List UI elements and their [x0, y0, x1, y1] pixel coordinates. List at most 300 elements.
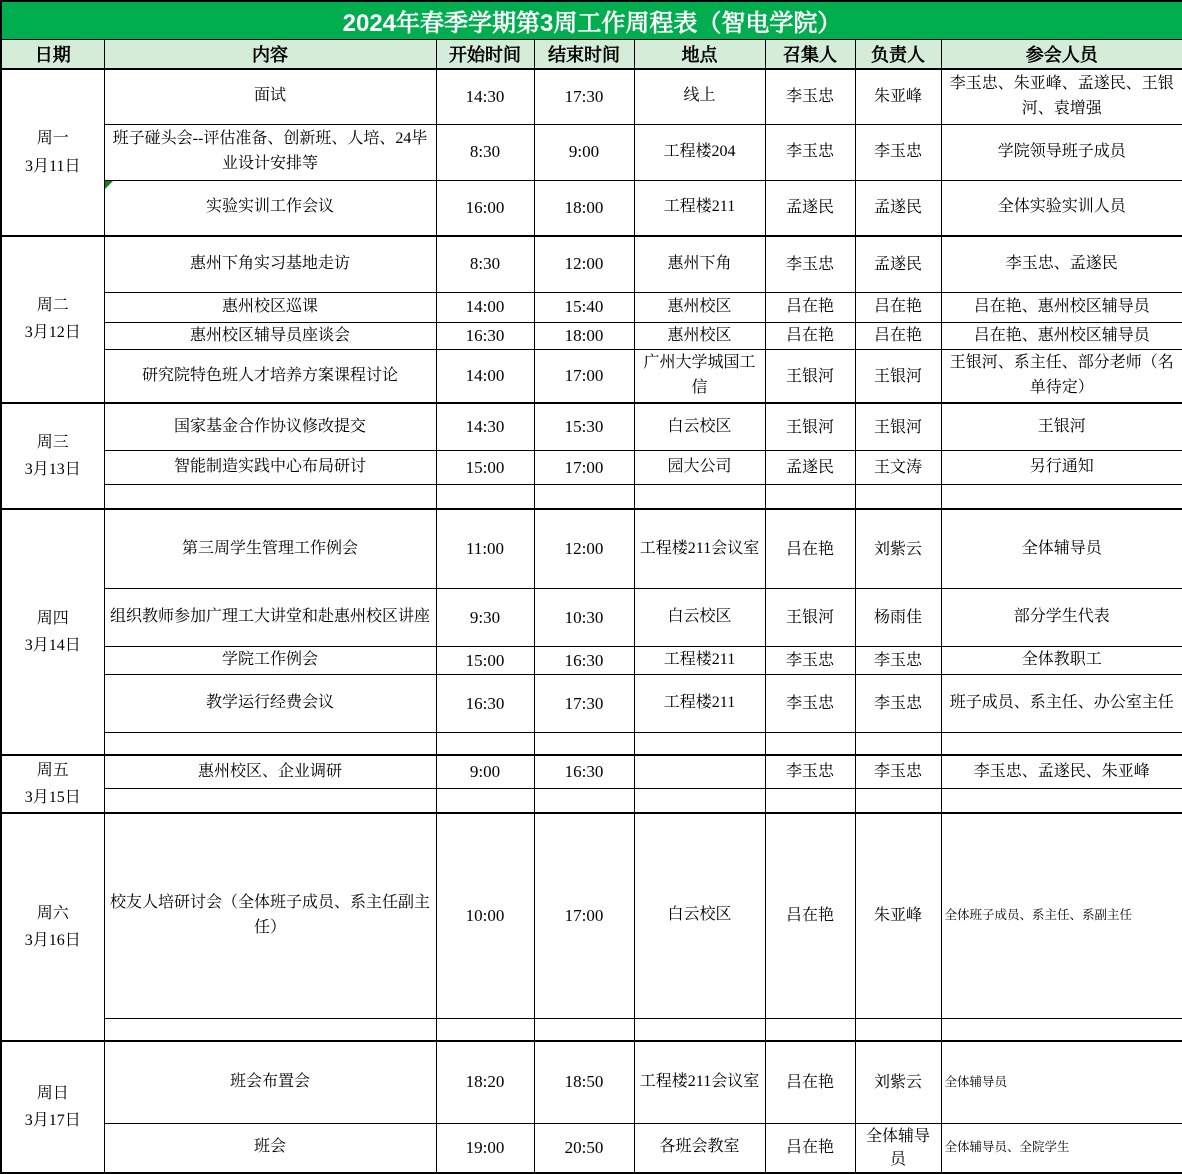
cell-start-time: [436, 292, 534, 322]
schedule-row: [1, 733, 1182, 755]
column-header-5: 召集人: [765, 40, 855, 70]
cell-convener-text: 李玉忠: [785, 88, 834, 106]
cell-lead: [855, 292, 941, 322]
cell-lead: [855, 322, 941, 350]
cell-participants-text: 部分学生代表: [1013, 608, 1110, 626]
cell-participants-text: 李玉忠、朱亚峰、孟遂民、王银河、袁增强: [949, 74, 1174, 117]
cell-location: [634, 589, 765, 647]
column-header-7: 参会人员: [941, 40, 1182, 70]
cell-lead-text: 李玉忠: [873, 143, 922, 161]
cell-location: [634, 350, 765, 403]
cell-convener: [765, 403, 855, 451]
cell-start-time-text: 9:30: [469, 607, 501, 627]
cell-location-text: 线上: [683, 87, 716, 105]
cell-participants-text: 全体辅导员、全院学生: [944, 1140, 1070, 1155]
cell-start-time-text: 14:00: [465, 297, 505, 316]
cell-location: [634, 789, 765, 813]
cell-day: [1, 755, 104, 813]
cell-participants: [941, 124, 1182, 180]
cell-end-time: [534, 451, 634, 485]
cell-content: [104, 350, 436, 403]
schedule-row: [1, 350, 1182, 403]
cell-end-time: [534, 813, 634, 1018]
cell-end-time: [534, 755, 634, 789]
cell-start-time: [436, 236, 534, 292]
cell-location-text: 惠州校区: [667, 326, 732, 344]
cell-convener: [765, 292, 855, 322]
cell-start-time-text: 16:00: [465, 197, 505, 217]
cell-end-time-text: 18:00: [564, 197, 604, 217]
cell-start-time: [436, 180, 534, 236]
cell-convener: [765, 124, 855, 180]
cell-end-time: [534, 589, 634, 647]
cell-convener-text: 吕在艳: [785, 907, 834, 925]
cell-start-time: [436, 322, 534, 350]
cell-end-time: [534, 509, 634, 589]
cell-location: [634, 180, 765, 236]
cell-content-text: 惠州下角实习基地走访: [189, 254, 350, 272]
cell-participants-text: 王银河: [1037, 417, 1086, 435]
cell-location: [634, 69, 765, 124]
cell-location-text: 广州大学城国工信: [643, 354, 756, 397]
cell-convener: [765, 322, 855, 350]
schedule-row: [1, 180, 1182, 236]
cell-location-text: 园大公司: [667, 458, 732, 476]
cell-lead-text: 杨雨佳: [873, 609, 922, 627]
cell-participants-text: 全体辅导员: [1021, 539, 1102, 557]
cell-content: [104, 675, 436, 733]
cell-location: [634, 675, 765, 733]
comment-marker-icon: [105, 181, 113, 189]
column-header-0: 日期: [1, 40, 104, 70]
cell-location-text: 白云校区: [667, 417, 732, 435]
cell-convener-text: 孟遂民: [785, 199, 834, 217]
cell-convener: [765, 755, 855, 789]
cell-location: [634, 509, 765, 589]
cell-end-time: [534, 647, 634, 675]
cell-content-text: 校友人培研讨会（全体班子成员、系主任副主任）: [109, 894, 430, 936]
cell-end-time: [534, 485, 634, 509]
column-header-3: 结束时间: [534, 40, 634, 70]
cell-participants: [941, 403, 1182, 451]
cell-day: [1, 236, 104, 403]
cell-participants-text: 另行通知: [1029, 458, 1094, 476]
cell-start-time: [436, 733, 534, 755]
cell-participants: [941, 69, 1182, 124]
cell-lead-text: 朱亚峰: [873, 907, 922, 925]
cell-convener-text: 王银河: [785, 609, 834, 627]
cell-content-text: 组织教师参加广理工大讲堂和赴惠州校区讲座: [109, 608, 430, 626]
cell-content-text: 研究院特色班人才培养方案课程讨论: [141, 366, 398, 384]
column-header-4: 地点: [634, 40, 765, 70]
cell-end-time-text: 20:50: [564, 1137, 604, 1157]
cell-end-time: [534, 69, 634, 124]
schedule-row: [1, 236, 1182, 292]
cell-location-text: 工程楼204: [663, 142, 736, 160]
cell-lead: [855, 733, 941, 755]
cell-end-time: [534, 675, 634, 733]
cell-start-time: [436, 451, 534, 485]
day-label: 周四: [36, 609, 69, 627]
cell-content: [104, 647, 436, 675]
cell-content-text: 惠州校区、企业调研: [197, 762, 342, 780]
column-header-6: 负责人: [855, 40, 941, 70]
cell-convener: [765, 350, 855, 403]
column-header-2: 开始时间: [436, 40, 534, 70]
cell-end-time: [534, 124, 634, 180]
cell-convener-text: 吕在艳: [785, 327, 834, 345]
cell-convener-text: 吕在艳: [785, 298, 834, 316]
cell-start-time: [436, 647, 534, 675]
cell-participants: [941, 675, 1182, 733]
cell-start-time-text: 16:30: [465, 325, 505, 345]
cell-participants-text: 王银河、系主任、部分老师（名单待定）: [949, 354, 1174, 397]
cell-start-time: [436, 755, 534, 789]
cell-participants: [941, 647, 1182, 675]
cell-content: [104, 1018, 436, 1041]
cell-content: [104, 813, 436, 1018]
cell-lead: [855, 1041, 941, 1123]
cell-end-time: [534, 322, 634, 350]
cell-content: [104, 451, 436, 485]
cell-convener: [765, 813, 855, 1018]
cell-start-time-text: 19:00: [465, 1137, 505, 1157]
cell-location: [634, 292, 765, 322]
schedule-row: [1, 789, 1182, 813]
cell-lead-text: 朱亚峰: [873, 88, 922, 106]
cell-convener-text: 李玉忠: [785, 763, 834, 781]
cell-lead-text: 李玉忠: [873, 652, 922, 670]
date-label: 3月16日: [24, 932, 81, 950]
cell-location: [634, 733, 765, 755]
cell-participants: [941, 236, 1182, 292]
cell-convener-text: 王银河: [785, 367, 834, 385]
cell-day: [1, 403, 104, 509]
cell-content: [104, 509, 436, 589]
schedule-row: [1, 69, 1182, 124]
cell-end-time: [534, 180, 634, 236]
cell-content: [104, 733, 436, 755]
cell-convener: [765, 236, 855, 292]
cell-convener: [765, 647, 855, 675]
cell-content-text: 智能制造实践中心布局研讨: [173, 458, 366, 476]
cell-content: [104, 69, 436, 124]
schedule-row: [1, 1018, 1182, 1041]
cell-start-time-text: 16:30: [465, 693, 505, 713]
cell-convener: [765, 180, 855, 236]
cell-participants-text: 全体教职工: [1021, 651, 1102, 669]
cell-participants: [941, 589, 1182, 647]
cell-end-time: [534, 1041, 634, 1123]
cell-end-time-text: 18:00: [564, 325, 604, 345]
schedule-row: [1, 403, 1182, 451]
cell-end-time-text: 17:00: [564, 905, 604, 925]
cell-end-time-text: 17:30: [564, 86, 604, 106]
cell-participants: [941, 789, 1182, 813]
cell-start-time: [436, 350, 534, 403]
cell-start-time: [436, 589, 534, 647]
cell-start-time: [436, 124, 534, 180]
cell-participants-text: 全体实验实训人员: [997, 198, 1126, 216]
schedule-row: [1, 647, 1182, 675]
schedule-row: [1, 292, 1182, 322]
cell-end-time: [534, 403, 634, 451]
cell-start-time-text: 18:20: [465, 1072, 505, 1092]
cell-end-time-text: 17:00: [564, 457, 604, 477]
cell-lead: [855, 451, 941, 485]
cell-convener-text: 孟遂民: [785, 459, 834, 477]
cell-location-text: 工程楼211: [663, 694, 736, 712]
cell-convener-text: 吕在艳: [785, 540, 834, 558]
cell-content: [104, 589, 436, 647]
cell-location: [634, 1041, 765, 1123]
cell-end-time-text: 10:30: [564, 607, 604, 627]
cell-start-time-text: 10:00: [465, 905, 505, 925]
cell-participants-text: 全体辅导员: [944, 1074, 1008, 1089]
cell-lead-text: 王银河: [873, 367, 922, 385]
cell-convener-text: 李玉忠: [785, 695, 834, 713]
cell-location: [634, 124, 765, 180]
cell-content-text: 惠州校区辅导员座谈会: [189, 326, 350, 344]
cell-lead-text: 孟遂民: [873, 255, 922, 273]
cell-start-time: [436, 69, 534, 124]
cell-start-time-text: 14:00: [465, 366, 505, 386]
cell-convener-text: 吕在艳: [785, 1073, 834, 1091]
cell-lead-text: 王银河: [873, 418, 922, 436]
cell-end-time-text: 18:50: [564, 1072, 604, 1092]
cell-location-text: 惠州下角: [667, 254, 732, 272]
cell-content: [104, 485, 436, 509]
cell-start-time-text: 8:30: [469, 142, 501, 161]
cell-lead-text: 刘紫云: [873, 540, 922, 558]
day-label: 周一: [36, 130, 69, 148]
cell-content: [104, 322, 436, 350]
cell-location-text: 惠州校区: [667, 297, 732, 315]
cell-location: [634, 647, 765, 675]
cell-lead: [855, 180, 941, 236]
cell-content-text: 国家基金合作协议修改提交: [173, 417, 366, 435]
cell-lead: [855, 485, 941, 509]
cell-end-time-text: 12:00: [564, 254, 604, 274]
cell-end-time-text: 17:00: [564, 366, 604, 386]
schedule-row: [1, 451, 1182, 485]
cell-lead-text: 吕在艳: [873, 298, 922, 316]
cell-lead: [855, 647, 941, 675]
cell-lead: [855, 236, 941, 292]
cell-location: [634, 322, 765, 350]
cell-lead: [855, 675, 941, 733]
day-label: 周日: [36, 1084, 69, 1102]
cell-lead-text: 李玉忠: [873, 695, 922, 713]
cell-start-time-text: 14:30: [465, 417, 505, 437]
cell-end-time: [534, 733, 634, 755]
cell-location: [634, 236, 765, 292]
cell-lead-text: 全体辅导员: [865, 1127, 930, 1168]
cell-content: [104, 403, 436, 451]
cell-participants-text: 李玉忠、孟遂民: [1005, 254, 1118, 272]
date-label: 3月14日: [24, 636, 81, 654]
cell-location: [634, 813, 765, 1018]
cell-convener: [765, 451, 855, 485]
date-label: 3月12日: [24, 324, 81, 342]
schedule-row: [1, 675, 1182, 733]
cell-location-text: 工程楼211会议室: [639, 1072, 760, 1090]
cell-participants: [941, 509, 1182, 589]
cell-participants: [941, 1123, 1182, 1173]
cell-lead-text: 孟遂民: [873, 199, 922, 217]
day-label: 周六: [36, 904, 69, 922]
cell-lead: [855, 403, 941, 451]
date-label: 3月11日: [25, 157, 81, 175]
date-label: 3月13日: [24, 460, 81, 478]
cell-participants: [941, 733, 1182, 755]
cell-convener: [765, 485, 855, 509]
schedule-row: [1, 322, 1182, 350]
cell-participants-text: 班子成员、系主任、办公室主任: [949, 694, 1174, 712]
cell-convener: [765, 589, 855, 647]
cell-convener-text: 李玉忠: [785, 143, 834, 161]
cell-end-time: [534, 292, 634, 322]
cell-participants: [941, 451, 1182, 485]
schedule-row: [1, 1041, 1182, 1123]
cell-start-time-text: 11:00: [465, 539, 505, 559]
cell-content-text: 学院工作例会: [221, 651, 318, 669]
cell-end-time-text: 9:00: [568, 142, 600, 161]
cell-convener: [765, 69, 855, 124]
cell-convener-text: 李玉忠: [785, 652, 834, 670]
cell-lead: [855, 69, 941, 124]
cell-content-text: 班子碰头会--评估准备、创新班、人培、24毕业设计安排等: [112, 130, 428, 172]
page-title: 2024年春季学期第3周工作周程表（智电学院）: [1, 1, 1182, 40]
cell-end-time: [534, 1018, 634, 1041]
cell-lead: [855, 1018, 941, 1041]
cell-content-text: 第三周学生管理工作例会: [181, 539, 358, 557]
cell-start-time: [436, 403, 534, 451]
cell-convener: [765, 733, 855, 755]
cell-location-text: 各班会教室: [659, 1138, 740, 1156]
cell-start-time: [436, 789, 534, 813]
cell-end-time-text: 16:30: [564, 761, 604, 781]
cell-content-text: 实验实训工作会议: [205, 198, 334, 216]
cell-content-text: 班会: [253, 1138, 286, 1156]
cell-start-time-text: 9:00: [469, 761, 501, 781]
cell-content: [104, 789, 436, 813]
cell-start-time-text: 8:30: [469, 254, 501, 274]
cell-lead: [855, 589, 941, 647]
cell-convener-text: 吕在艳: [785, 1139, 834, 1157]
schedule-row: [1, 509, 1182, 589]
cell-participants: [941, 1018, 1182, 1041]
cell-start-time: [436, 509, 534, 589]
cell-end-time: [534, 1123, 634, 1173]
cell-location-text: 白云校区: [667, 906, 732, 924]
cell-lead: [855, 350, 941, 403]
cell-day: [1, 69, 104, 236]
cell-participants: [941, 292, 1182, 322]
cell-convener-text: 王银河: [785, 418, 834, 436]
cell-end-time: [534, 350, 634, 403]
date-label: 3月17日: [24, 1112, 81, 1129]
cell-content: [104, 236, 436, 292]
cell-participants: [941, 322, 1182, 350]
cell-lead: [855, 789, 941, 813]
cell-end-time-text: 12:00: [564, 539, 604, 559]
cell-lead: [855, 124, 941, 180]
cell-lead: [855, 755, 941, 789]
cell-participants: [941, 180, 1182, 236]
cell-participants: [941, 350, 1182, 403]
cell-content: [104, 755, 436, 789]
cell-participants: [941, 1041, 1182, 1123]
schedule-row: [1, 124, 1182, 180]
cell-day: [1, 1041, 104, 1173]
day-label: 周三: [36, 433, 69, 451]
cell-content-text: 教学运行经费会议: [205, 694, 334, 712]
cell-start-time: [436, 813, 534, 1018]
cell-start-time: [436, 1123, 534, 1173]
cell-content: [104, 180, 436, 236]
cell-end-time: [534, 236, 634, 292]
day-label: 周二: [36, 297, 69, 315]
cell-end-time-text: 15:30: [564, 417, 604, 437]
cell-end-time: [534, 789, 634, 813]
cell-day: [1, 813, 104, 1041]
cell-content-text: 班会布置会: [229, 1072, 310, 1090]
cell-convener: [765, 789, 855, 813]
date-label: 3月15日: [24, 788, 81, 806]
cell-lead-text: 吕在艳: [873, 327, 922, 345]
cell-content: [104, 1041, 436, 1123]
cell-location-text: 白云校区: [667, 608, 732, 626]
cell-start-time-text: 15:00: [465, 457, 505, 477]
cell-participants: [941, 813, 1182, 1018]
title-row: [1, 1, 1182, 40]
cell-start-time-text: 14:30: [465, 86, 505, 106]
cell-participants-text: 全体班子成员、系主任、系副主任: [944, 908, 1133, 923]
cell-location: [634, 451, 765, 485]
cell-participants-text: 学院领导班子成员: [997, 142, 1126, 160]
cell-location: [634, 1018, 765, 1041]
cell-convener: [765, 1123, 855, 1173]
cell-content: [104, 292, 436, 322]
cell-lead-text: 李玉忠: [873, 763, 922, 781]
cell-participants-text: 吕在艳、惠州校区辅导员: [973, 326, 1150, 344]
cell-start-time: [436, 1018, 534, 1041]
cell-lead-text: 王文涛: [873, 459, 922, 477]
cell-lead: [855, 813, 941, 1018]
cell-content: [104, 124, 436, 180]
cell-start-time: [436, 675, 534, 733]
schedule-row: [1, 755, 1182, 789]
cell-lead-text: 刘紫云: [873, 1073, 922, 1091]
day-label: 周五: [36, 761, 69, 779]
cell-convener: [765, 509, 855, 589]
cell-location: [634, 755, 765, 789]
cell-end-time-text: 16:30: [564, 650, 604, 670]
schedule-row: [1, 485, 1182, 509]
cell-lead: [855, 509, 941, 589]
cell-start-time: [436, 485, 534, 509]
cell-lead: [855, 1123, 941, 1173]
cell-content: [104, 1123, 436, 1173]
cell-content-text: 惠州校区巡课: [221, 297, 318, 315]
cell-day: [1, 509, 104, 755]
cell-location-text: 工程楼211: [663, 651, 736, 669]
cell-content-text: 面试: [253, 87, 286, 105]
cell-location-text: 工程楼211: [663, 198, 736, 216]
schedule-row: [1, 1123, 1182, 1173]
cell-start-time: [436, 1041, 534, 1123]
